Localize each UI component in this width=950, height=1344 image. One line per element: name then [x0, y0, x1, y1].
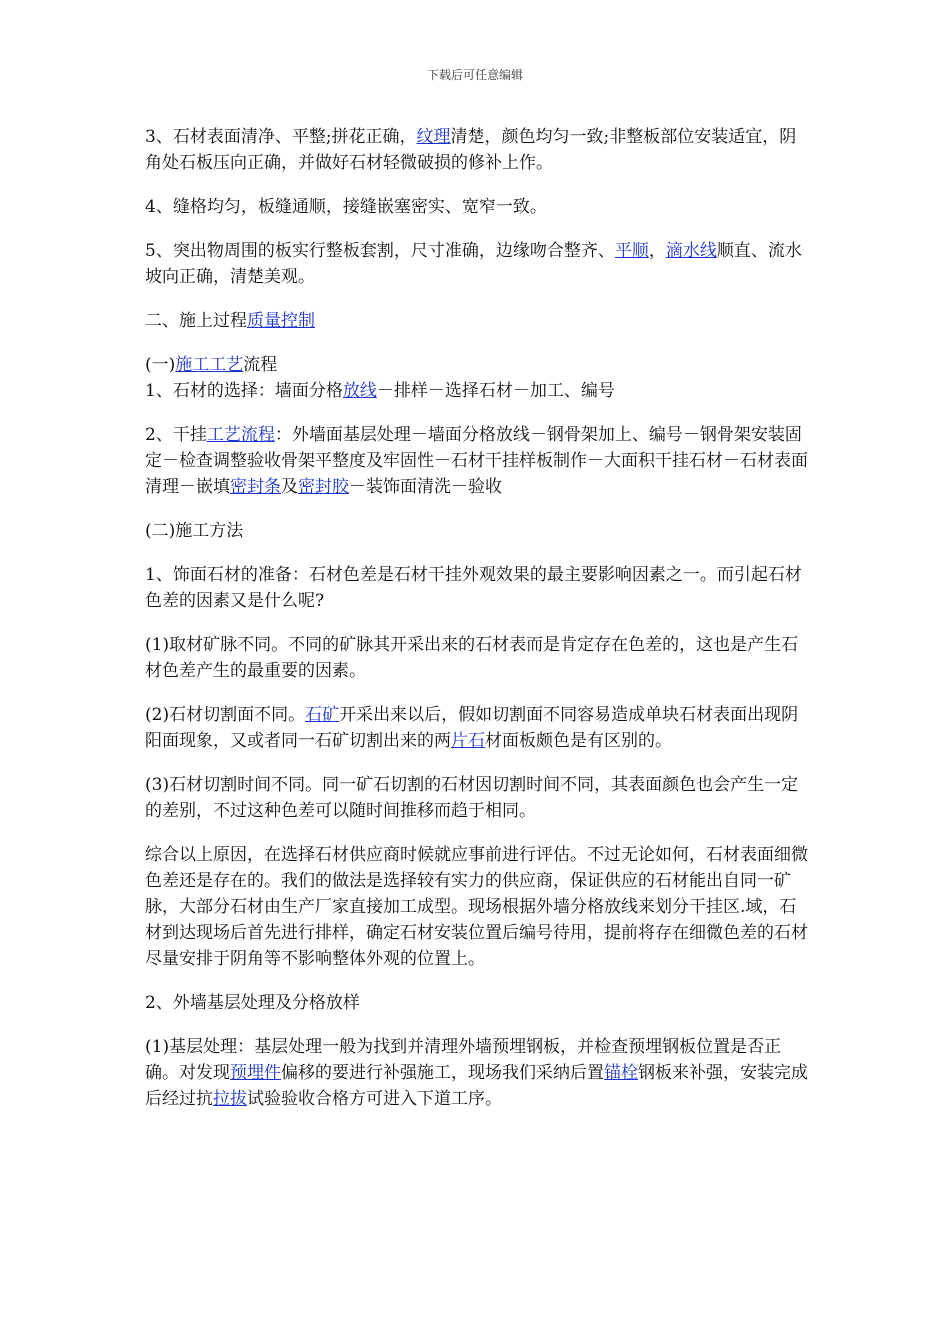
text-run: 2、外墙基层处理及分格放样	[145, 993, 360, 1013]
text-run: 5、突出物周围的板实行整板套割，尺寸准确，边缘吻合整齐、	[145, 241, 615, 261]
paragraph-m1-1	[145, 632, 810, 684]
text-run: (1)取材矿脉不同。不同的矿脉其开采出来的石材表而是肯定存在色差的，这也是产生石材色差产生的最重要的因素。	[145, 635, 799, 681]
inline-link[interactable]: 施工工艺	[175, 355, 244, 375]
text-run: －排样－选择石材－加工、编号	[376, 381, 615, 401]
text-run: 3、石材表面清净、平整;拼花正确，	[145, 127, 417, 147]
text-run: 试验验收合格方可进入下道工序。	[247, 1089, 502, 1109]
text-run: 及	[281, 477, 298, 497]
inline-link[interactable]: 片石	[451, 731, 485, 751]
text-run: 顺直、流水坡向正确，清楚美观。	[145, 241, 802, 287]
inline-link[interactable]: 预埋件	[230, 1063, 281, 1083]
text-run: 二、施上过程	[145, 311, 247, 331]
text-run: 偏移的要进行补强施工，现场我们采纳后置	[281, 1063, 604, 1083]
text-run: ：外墙面基层处理－墙面分格放线－钢骨架加上、编号－钢骨架安装固定－检查调整验收骨架平整度及牢固性－石材干挂样板制作－大面积干挂石材－石材表面清理－嵌填	[145, 425, 808, 497]
paragraph-sub2	[145, 518, 810, 544]
text-run: －装饰面清洗－验收	[349, 477, 502, 497]
paragraph-m2	[145, 990, 810, 1016]
inline-link[interactable]: 质量控制	[247, 311, 315, 331]
paragraph-sub1	[145, 352, 810, 378]
text-run: 4、缝格均匀，板缝通顺，接缝嵌塞密实、宽窄一致。	[145, 197, 547, 217]
paragraph-p4	[145, 194, 810, 220]
text-run: 开采出来以后，假如切割面不同容易造成单块石材表面出现阴阳面现象，又或者同一石矿切割出来的两	[145, 705, 799, 751]
paragraph-summary	[145, 842, 810, 972]
text-run: 综合以上原因，在选择石材供应商时候就应事前进行评估。不过无论如何，石材表面细微色差还是存在的。我们的做法是选择较有实力的供应商，保证供应的石材能出自同一矿脉，大部分石材由生产厂家直接加工成型。现场根据外墙分格放线来划分干挂区.域，石材到达现场后首先进行排样，确定石材安装位置后编号待用，提前将存在细微色差的石材尽量安排于阴角等不影响整体外观的位置上。	[145, 845, 808, 969]
inline-link[interactable]: 纹理	[416, 127, 451, 147]
text-run: (2)石材切割面不同。	[145, 705, 306, 725]
text-run: (1)基层处理：基层处理一般为找到并清理外墙预埋钢板，并检查预埋钢板位置是否正确。对发现	[145, 1037, 782, 1083]
paragraph-m1-2	[145, 702, 810, 754]
text-run: 2、干挂	[145, 425, 207, 445]
inline-link[interactable]: 滴水线	[665, 241, 717, 261]
text-run: 1、石材的选择：墙面分格	[145, 381, 343, 401]
inline-link[interactable]: 锚栓	[604, 1063, 638, 1083]
paragraph-sub1-2	[145, 422, 810, 500]
text-run: (3)石材切割时间不同。同一矿石切割的石材因切割时间不同，其表面颜色也会产生一定的差别，不过这种色差可以随时间推移而趋于相同。	[145, 775, 799, 821]
inline-link[interactable]: 密封胶	[298, 477, 349, 497]
text-run: 1、饰面石材的准备：石材色差是石材干挂外观效果的最主要影响因素之一。而引起石材色差的因素又是什么呢?	[145, 565, 802, 611]
text-run: (二)施工方法	[145, 521, 244, 541]
page-header: 下载后可任意编辑	[426, 68, 523, 82]
text-run: 清楚，颜色均匀一致;非整板部位安装适宜，阴角处石板压向正确，并做好石材轻微破损的修补上作。	[145, 127, 797, 173]
inline-link[interactable]: 石矿	[305, 705, 340, 725]
paragraph-sec2	[145, 308, 810, 334]
inline-link[interactable]: 平顺	[614, 241, 649, 261]
inline-link[interactable]: 放线	[342, 381, 377, 401]
paragraph-p3	[145, 124, 810, 176]
paragraph-p5	[145, 238, 810, 290]
text-run: ，	[648, 241, 666, 261]
paragraph-m1	[145, 562, 810, 614]
inline-link[interactable]: 拉拔	[213, 1089, 247, 1109]
text-run: 流程	[243, 355, 278, 375]
paragraph-m2-1	[145, 1034, 810, 1112]
paragraph-sub1-1	[145, 378, 810, 404]
text-run: (一)	[145, 355, 176, 375]
inline-link[interactable]: 密封条	[230, 477, 281, 497]
paragraph-m1-3	[145, 772, 810, 824]
inline-link[interactable]: 工艺流程	[206, 425, 275, 445]
text-run: 钢板来补强，安装完成后经过抗	[145, 1063, 808, 1109]
document-body	[145, 124, 810, 1112]
text-run: 材面板颇色是有区别的。	[485, 731, 672, 751]
